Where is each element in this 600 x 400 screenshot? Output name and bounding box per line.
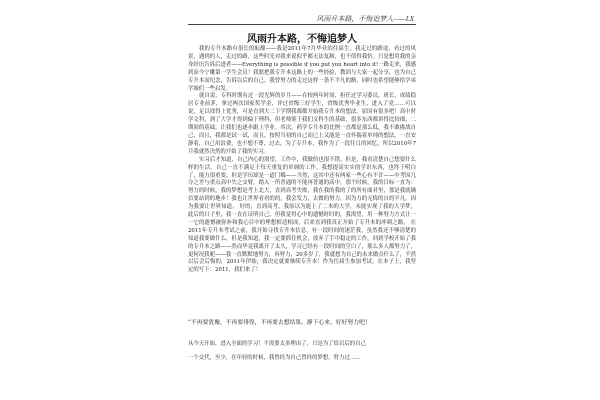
closing-text [188,337,416,365]
body-text [188,46,416,275]
paragraph-2: 就自说，专科时期有过一段光辉的岁月——在校两年时间，担任过学习委员，班长，成绩稳居专业前茅，拿过两次国家奖学金，评过省级三好学生，省级优秀毕业生，进入了党……可以说，足以找得上优秀，可是直到大二下学期我都都开始我专升本的想法。原因有很多吧！高中时学文科，到了大学才得到偏于理科，但老师鉴于我们文科生的基础，很多东西都讲得比较细，二期间的基础，让我们也逐步跟上学业。其次，药学专升本的比例一直都是那么低，我不敢挑战自己，而且，我都是试一试，而且，按照当初的自己而已上又能是一直怀揣着单纯的想法，一直安静着，自己用浪费，也不想不尊，过去，为了专升本，我作为了一段往日的回忆，所以2010年7月我就然决然的开始了我的实习。 [188,93,416,155]
document-title: 风雨升本路，不悔追梦人 [247,34,357,45]
closing-line-1: 从今天开始，进入全面的学习！不需要太多理由了，只是为了给以后的自己 [188,341,366,347]
paragraph-1: 我的专升本路有很长的酝酿——我是2011年7月毕业的往届生，我走过的路途，看过的风景，遇到的人，走过的路，这些时光对我来说似乎都无法复制，也不值得我仿。只是想用我的亲身经历告诉后进者——Everything is possible if you put you heart into it!一路走来，我感到而今宁雕第一学生会员！我愿把我专升本这路上的一些经验，教训与大家一起分享，也为自己专升本而纪念，告诉以后的自己，我曾努力的走过这样一条不平凡的路，同时也希望能够给学弟学妹们一些启发。 [188,46,416,92]
paragraph-3: 实习后才知道，自己内心的渴望，工作中，我做的也很不错，但是，我看清楚自己想要什么样的生活，自己一直不满足于每天重复的单调的工作，我想提高实实的学识东西，也终于明白了，能力很重要，但是学历却是一道门槛——当然，这其中还有两家一些心有不甘——中考因几分之差与重点高中失之交臂，踏入一所普通的不能再普通的高中，那个时候，我的目标一直为：努力的时候，我的梦想是考上北大，直到高考失败，我在我的我的了的所有面对里，那是我就确信要站到的地步！我也让世界看看的的，我会发力，去做的努力，因为力的无悔的自的平凡，因为我要让世界知道。 好的，直到高考，我原以为能上了二本的大学，未能实现了我的大学梦，此后的日子里，我一直在证明自己，但我觉得心中的遗憾时时的，我渴望，用一种努力方式让一一它的遗憾被弥补和我心目中的理想相适相成，后来直到我真正开始了专升本的冲刺之路。 在2011年专升本考试之前，我开始寻找专升本信息，有一段时间的迷茫我，虽然我还不够清楚的知道我要做什么，但是我知道，我一定要抓住机会，放弃了手中稳定的工作，回到学校开始了我的专升本之路——然而毕竟我离开了太久，学习已经有一段时间的空白了，那么多人都努力了，更何况我呢——我一直默默地努力，再努力，20多岁了，我就想为自己的未来做点什么了，不然以后会后悔的，2011年伊始，我决定就要继续专升本！作为往届生参加考试，在本子上，我坚定的写下：2011，我们来了！ [188,156,416,274]
running-header: 风雨升本路，不悔追梦人——LX [316,15,414,23]
closing-line-2: 一个交代，至少，在年轻的时候，我曾经为自己曾经的梦想，努力过…… [188,355,361,361]
header-rule [188,24,416,25]
quote-line: “不再要犹豫，不再要徘徨，不再要去想结果，静下心来，好好努力吧！ [188,320,371,326]
